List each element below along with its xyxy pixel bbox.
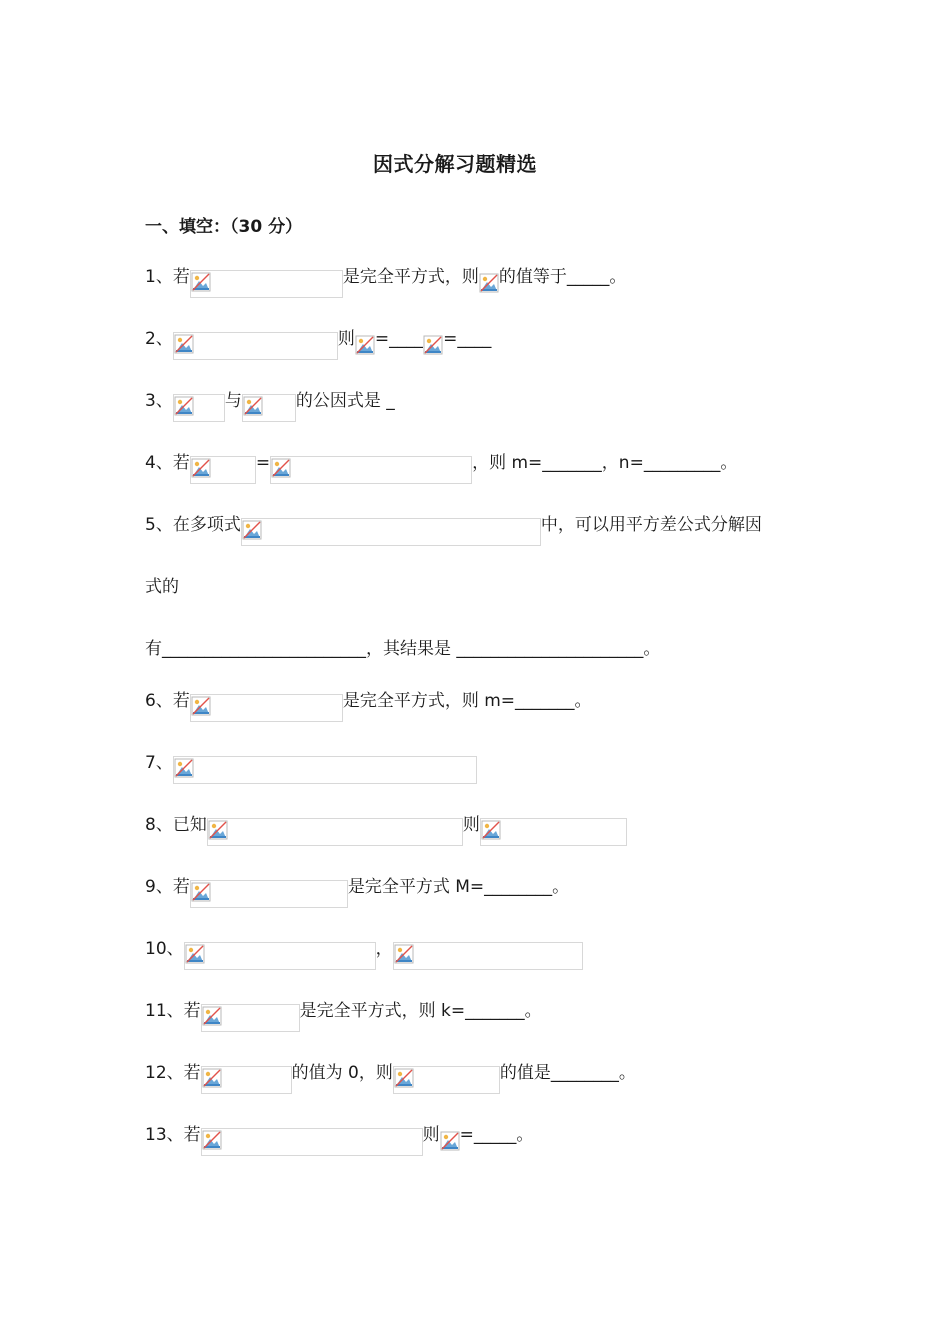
q13-prefix: 13、若	[145, 1125, 201, 1145]
broken-image-icon	[174, 396, 194, 416]
answer-blank: ________	[550, 1063, 619, 1083]
question-3	[145, 388, 395, 418]
question-8	[145, 812, 627, 842]
q5-text4: ，其结果是	[366, 639, 451, 659]
question-10	[145, 936, 583, 966]
q6-prefix: 6、若	[145, 691, 190, 711]
q5-text: 中，可以用平方差公式分解因	[540, 515, 762, 535]
broken-image-icon	[191, 272, 211, 292]
q9-end: 。	[552, 877, 570, 897]
question-9	[145, 874, 569, 904]
broken-image-icon	[440, 1131, 460, 1151]
q12-text2: 的值是	[499, 1063, 551, 1083]
broken-image-icon	[202, 1130, 222, 1150]
q11-prefix: 11、若	[145, 1001, 201, 1021]
formula-image	[479, 272, 499, 294]
question-12	[145, 1060, 636, 1090]
formula-image	[190, 880, 348, 908]
question-13	[145, 1122, 533, 1152]
formula-image	[241, 518, 541, 546]
answer-blank: ________	[484, 877, 553, 897]
answer-blank: _____	[566, 267, 610, 287]
formula-image	[242, 394, 296, 422]
question-11	[145, 998, 542, 1028]
q2-eq2: =	[443, 329, 458, 349]
broken-image-icon	[271, 458, 291, 478]
q11-text: 是完全平方式，则 k=	[299, 1001, 466, 1021]
question-1	[145, 264, 626, 294]
formula-image	[190, 456, 256, 484]
answer-blank: _______	[515, 691, 575, 711]
formula-image	[393, 1066, 500, 1094]
q4-text: ，则 m=	[472, 453, 543, 473]
answer-blank: ____	[389, 329, 424, 349]
question-2	[145, 326, 491, 356]
formula-image	[173, 756, 477, 784]
formula-image	[201, 1066, 292, 1094]
broken-image-icon	[479, 273, 499, 293]
q13-end: 。	[516, 1125, 534, 1145]
broken-image-icon	[481, 820, 501, 840]
formula-image	[190, 694, 343, 722]
broken-image-icon	[208, 820, 228, 840]
q12-end: 。	[618, 1063, 636, 1083]
q7-prefix: 7、	[145, 753, 173, 773]
q6-end: 。	[574, 691, 592, 711]
q5-text3: 有	[145, 639, 162, 659]
question-4	[145, 450, 737, 480]
q11-end: 。	[524, 1001, 542, 1021]
q13-eq: =	[459, 1125, 474, 1145]
q3-text2: 的公因式是	[295, 391, 381, 411]
answer-blank: _______	[542, 453, 602, 473]
q13-text: 则	[422, 1125, 440, 1145]
broken-image-icon	[202, 1006, 222, 1026]
question-5	[145, 512, 762, 542]
formula-image	[173, 394, 225, 422]
formula-image	[201, 1004, 300, 1032]
broken-image-icon	[174, 334, 194, 354]
formula-image	[190, 270, 343, 298]
q12-prefix: 12、若	[145, 1063, 201, 1083]
formula-image	[355, 334, 375, 356]
broken-image-icon	[423, 335, 443, 355]
q9-prefix: 9、若	[145, 877, 190, 897]
broken-image-icon	[394, 944, 414, 964]
formula-image	[184, 942, 376, 970]
answer-blank: ________________________	[162, 639, 366, 659]
q9-text: 是完全平方式 M=	[347, 877, 485, 897]
broken-image-icon	[191, 458, 211, 478]
broken-image-icon	[185, 944, 205, 964]
q5-end: 。	[643, 639, 661, 659]
answer-blank: _________	[643, 453, 721, 473]
formula-image	[207, 818, 463, 846]
q2-text: 则	[337, 329, 355, 349]
q4-end: 。	[720, 453, 738, 473]
q1-text: 是完全平方式，则	[342, 267, 479, 287]
answer-blank: _	[386, 391, 395, 411]
q8-prefix: 8、已知	[145, 815, 207, 835]
q4-text2: ，n=	[601, 453, 644, 473]
q4-eq: =	[255, 453, 271, 473]
broken-image-icon	[191, 882, 211, 902]
formula-image	[201, 1128, 423, 1156]
broken-image-icon	[191, 696, 211, 716]
q2-prefix: 2、	[145, 329, 173, 349]
answer-blank: _____	[473, 1125, 517, 1145]
broken-image-icon	[202, 1068, 222, 1088]
formula-image	[173, 332, 338, 360]
formula-image	[423, 334, 443, 356]
broken-image-icon	[243, 396, 263, 416]
q8-text: 则	[462, 815, 480, 835]
formula-image	[270, 456, 472, 484]
broken-image-icon	[355, 335, 375, 355]
q3-text: 与	[224, 391, 242, 411]
answer-blank: ______________________	[456, 639, 644, 659]
question-5-cont	[145, 574, 179, 604]
q12-text: 的值为 0，则	[291, 1063, 393, 1083]
answer-blank: ____	[457, 329, 492, 349]
question-5-answer	[145, 636, 660, 666]
q6-text: 是完全平方式，则 m=	[342, 691, 516, 711]
question-7	[145, 750, 477, 780]
q1-prefix: 1、若	[145, 267, 190, 287]
document-title: 因式分解习题精选	[373, 152, 537, 176]
q1-end: 。	[609, 267, 627, 287]
q5-text2: 式的	[145, 577, 179, 597]
q10-prefix: 10、	[145, 939, 184, 959]
q1-text2: 的值等于	[498, 267, 567, 287]
broken-image-icon	[242, 520, 262, 540]
broken-image-icon	[394, 1068, 414, 1088]
question-6	[145, 688, 592, 718]
formula-image	[440, 1130, 460, 1152]
q10-sep: ，	[375, 939, 393, 959]
q4-prefix: 4、若	[145, 453, 190, 473]
q5-prefix: 5、在多项式	[145, 515, 241, 535]
formula-image	[393, 942, 583, 970]
broken-image-icon	[174, 758, 194, 778]
answer-blank: _______	[465, 1001, 525, 1021]
q2-eq: =	[374, 329, 390, 349]
q3-prefix: 3、	[145, 391, 173, 411]
section-heading: 一、填空：（30 分）	[145, 217, 303, 237]
formula-image	[480, 818, 627, 846]
